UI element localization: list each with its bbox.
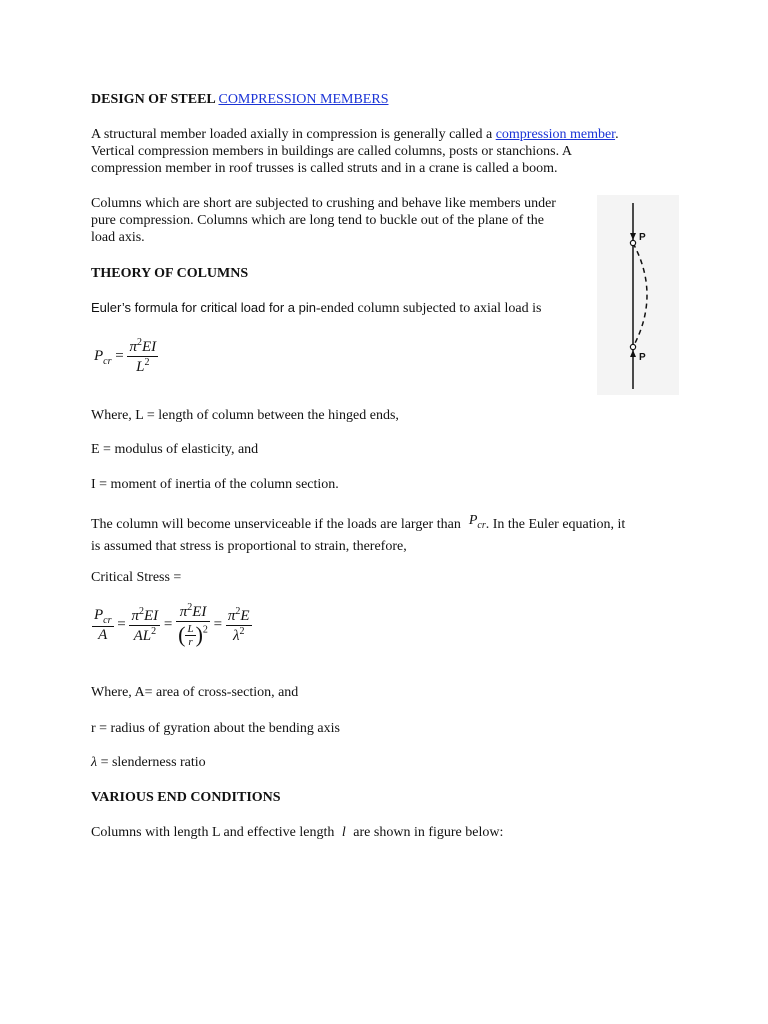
def-length: Where, L = length of column between the hinged ends,	[91, 408, 399, 423]
columns-line-3: load axis.	[91, 230, 145, 245]
critical-stress-label: Critical Stress =	[91, 570, 182, 585]
euler-formula	[94, 337, 158, 376]
unserviceable-paragraph	[91, 513, 691, 555]
pcr-over-a: $\frac{P_{cr}}{A}$	[94, 606, 112, 643]
equals-2: =	[163, 616, 173, 633]
end-conditions-text	[91, 824, 503, 841]
compression-member-link[interactable]: compression member	[495, 127, 616, 142]
pcr-symbol: $P_{cr}$	[94, 347, 112, 367]
end-conditions-heading: VARIOUS END CONDITIONS	[91, 790, 281, 805]
intro-line-3: compression member in roof trusses is called struts and in a crane is called a boom.	[91, 161, 558, 176]
columns-line-2: pure compression. Columns which are long tend to buckle out of the plane of the	[91, 213, 544, 228]
unserviceable-text: The column will become unserviceable if the loads are larger than	[91, 517, 461, 532]
critical-stress-formula	[92, 602, 252, 648]
pi2ei-over-al2: $\frac{\pi^2EI}{AL^2}$	[131, 605, 159, 644]
effective-length-symbol: l	[341, 825, 346, 840]
pi2ei-over-l-r-squared: $\pi^2EI$ ( $\frac{L}{r}$ )$^2$	[178, 602, 208, 648]
intro-text: A structural member loaded axially in compression is generally called a	[91, 127, 496, 142]
equals-1: =	[117, 616, 126, 633]
def-radius: r = radius of gyration about the bending axis	[91, 721, 340, 736]
bottom-load-label: P	[639, 352, 646, 363]
lambda-definition: = slenderness ratio	[97, 755, 206, 770]
def-inertia: I = moment of inertia of the column section.	[91, 477, 339, 492]
euler-numerator: $\pi^2EI$	[129, 337, 157, 355]
equals-sign: =	[115, 347, 124, 364]
equals-3: =	[213, 616, 223, 633]
top-load-label: P	[639, 232, 646, 243]
compression-members-link[interactable]: COMPRESSION MEMBERS	[218, 92, 389, 107]
def-area: Where, A= area of cross-section, and	[91, 685, 299, 700]
theory-heading: THEORY OF COLUMNS	[91, 266, 249, 281]
def-lambda	[91, 754, 206, 771]
pcr-inline-symbol: $P_{cr}$	[468, 513, 486, 531]
top-hinge	[630, 240, 635, 245]
euler-denominator: $L^2$	[136, 357, 150, 375]
buckling-column-figure	[597, 195, 679, 395]
unserviceable-line-2: is assumed that stress is proportional to strain, therefore,	[91, 538, 407, 554]
columns-line-1: Columns which are short are subjected to crushing and behave like members under	[91, 196, 556, 211]
intro-line-2: Vertical compression members in buildings are called columns, posts or stanchions. A	[91, 144, 572, 159]
intro-period: .	[615, 127, 619, 142]
end-text-part2: are shown in figure below:	[353, 825, 504, 840]
euler-text-part1: Euler’s formula for critical load for a pin	[91, 300, 316, 315]
figure-background	[597, 195, 679, 395]
lambda-symbol: λ	[91, 755, 98, 770]
def-modulus: E = modulus of elasticity, and	[91, 442, 259, 457]
columns-paragraph	[91, 195, 591, 246]
euler-fraction	[127, 337, 158, 376]
end-text-part1: Columns with length L and effective length	[91, 825, 335, 840]
page-title	[91, 91, 388, 108]
pi2e-over-lambda2: $\frac{\pi^2E}{\lambda^2}$	[227, 605, 250, 644]
intro-paragraph	[91, 126, 691, 177]
bottom-hinge	[630, 344, 635, 349]
title-prefix: DESIGN OF STEEL	[91, 92, 219, 107]
unserviceable-text-2: . In the Euler equation, it	[485, 517, 626, 532]
euler-text-part2: -ended column subjected to axial load is	[315, 301, 542, 316]
euler-text	[91, 299, 541, 317]
